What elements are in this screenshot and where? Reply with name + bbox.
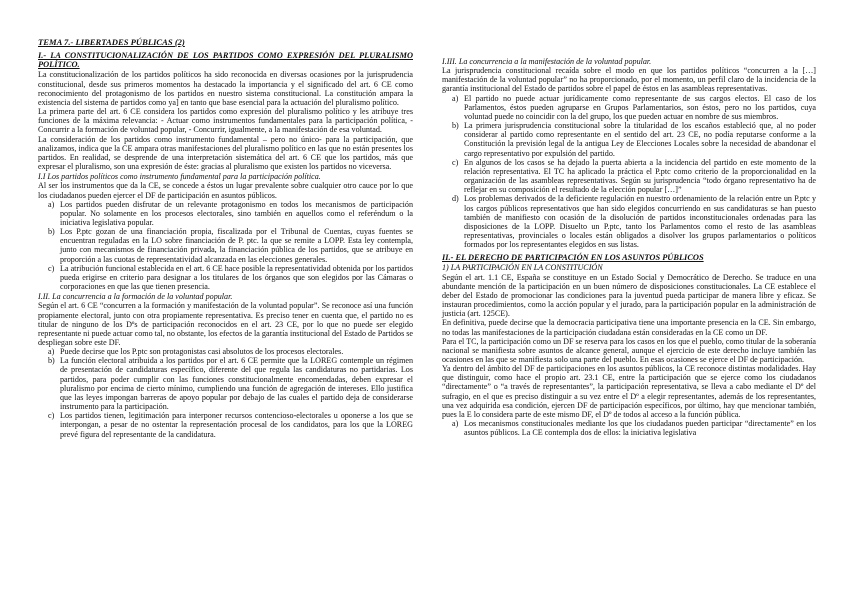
subsection-2-1-title: 1) LA PARTICIPACIÓN EN LA CONSTITUCIÓN [442,263,603,273]
list-item [442,194,816,249]
list-item-text: Los partidos tienen, legitimación para interponer recursos contencioso-electorales u oponerse a los que se interpongan, a pesar de no ostentar la representación procesal de los candidatos, para los que la LOREG prevé figura del representante de la candidatura. [60,411,413,439]
section-2-title: II.- EL DERECHO DE PARTICIPACIÓN EN LOS ASUNTOS PÚBLICOS [442,253,704,263]
list-item-text: El partido no puede actuar jurídicamente como representante de sus cargos electos. El caso de los Parlamentos, éstos pueden agruparse en Grupos Parlamentarios, son éstos, pero no los partidos, cuya voluntad puede no coincidir con la del grupo, los que pueden actuar en nombre de sus miembros. [464,93,816,121]
list-item [442,121,816,158]
list-item [38,347,413,356]
list-item [442,94,816,121]
list-marker: b) [48,356,55,366]
list-item-text: Los mecanismos constitucionales mediante los que los ciudadanos pueden participar “directamente” en los asuntos públicos. La CE contempla dos de ellos: la iniciativa legislativa [464,419,816,438]
list-asambleas [442,94,816,250]
list-item [38,411,413,438]
list-marker: b) [48,227,55,237]
list-participacion-directa [442,419,816,437]
list-item-text: La función electoral atribuida a los partidos por el art. 6 CE permite que la LOREG contemple un régimen de presentación de candidaturas específico, diferente del que regula las candidaturas no partidarias. Los partidos, para poder cumplir con las funciones constitucionalmente encomendadas, deben expresar el pluralismo por encima de cierto mínimo, cumpliendo una función de agregación de intereses. Ello justifica que las leyes impongan barreras de apoyo popular por debajo de las cuales el partido deja de considerarse instrumento para la participación. [60,356,413,412]
document-title: TEMA 7.- LIBERTADES PÚBLICAS (2) [38,37,185,47]
section-1-title: I.- LA CONSTITUCIONALIZACIÓN DE LOS PARTIDOS COMO EXPRESIÓN DEL PLURALISMO POLÍTICO. [38,51,413,70]
list-item-text: Los P.ptc gozan de una financiación propia, fiscalizada por el Tribunal de Cuentas, cuyas fuentes se encuentran reguladas en la LO sobre financiación de P. ptc. la que se remite a LOPP. Esta ley contempla, junto con mecanismos de financiación privada, la financiación pública de los partidos, que se atribuye en proporción a las cuotas de representatividad alcanzada en las elecciones generales. [60,227,413,264]
left-column [38,0,413,439]
list-item [38,356,413,411]
list-item-text: La primera jurisprudencia constitucional sobre la titularidad de los escaños estableció que, al no poder considerar al partido como representante en el sentido del art. 23 CE, no podía reputarse conforme a la Constitución la previsión legal de la antigua Ley de Elecciones Locales sobre la necesidad de abandonar el cargo representativo por expulsión del partido. [464,121,816,158]
list-marker: c) [452,157,459,167]
list-item [38,264,413,291]
list-marker: a) [48,347,55,357]
subsection-1-1-title: I.I Los partidos políticos como instrumento fundamental para la participación política. [38,172,321,182]
list-marker: c) [48,263,55,273]
list-marker: d) [452,194,459,204]
paragraph: La consideración de los partidos como instrumento fundamental – pero no único- para la participación, que analizamos, indica que la CE ampara otras manifestaciones del pluralismo político en las que no están presentes los partidos. En realidad, se desprende de una interpretación sistemática del art. 6 CE que los partidos, más que expresar el pluralismo, son una expresión de éste: gracias al pluralismo que existen los partidos no viceversa. [38,134,413,172]
list-marker: a) [48,199,55,209]
list-item-text: En algunos de los casos se ha dejado la puerta abierta a la incidencia del partido en este momento de la relación representativa. El TC ha aplicado la práctica el P.ptc como criterio de la proporcionalidad en la organización de las asambleas representativas. Según su jurisprudencia “todo órgano representativo ha de reflejar en su composición el resultado de la elección popular […]” [464,157,816,195]
subsection-1-3-title: I.III. La concurrencia a la manifestación de la voluntad popular. [442,57,652,66]
list-item [38,200,413,227]
list-item-text: La atribución funcional establecida en el art. 6 CE hace posible la representatividad obtenida por los partidos pueda erigirse en criterio para designar a los titulares de los órganos que son elegidos por las Cámaras o corporaciones en que las que tienen presencia. [60,263,413,292]
list-marker: b) [452,121,459,131]
list-item [38,227,413,264]
list-item-text: Los problemas derivados de la deficiente regulación en nuestro ordenamiento de la relación entre un P.ptc y los cargos públicos representativos que han sido elegidos concurriendo en sus candidaturas se han puesto también de manifiesto con ocasión de la disolución de partidos inconstitucionales ordenadas para las disposiciones de la LOPP. Disuelto un P.ptc, tanto los Parlamentos como el resto de las asambleas representativas, provinciales o locales están obligados a disolver los grupos parlamentarios o políticos formados por los representantes elegidos en sus listas. [464,194,816,250]
list-marker: a) [452,93,459,103]
right-column [442,0,816,437]
list-electoral [38,347,413,439]
subsection-1-2-title: I.II. La concurrencia a la formación de la voluntad popular. [38,292,233,302]
paragraph: La constitucionalización de los partidos políticos ha sido reconocida en diversas ocasiones por la jurisprudencia constitucional, desde sus primeros momentos ha destacado la importancia y el significado del art. 6 CE como reconocimiento del protagonismo de los partidos en nuestro sistema constitucional. La constitución ampara la existencia del sistema de partidos como ya] en tanto que base esencial para la actuación del pluralismo político. [38,70,413,107]
list-marker: c) [48,411,55,421]
paragraph: Según el art. 1.1 CE, España se constituye en un Estado Social y Democrático de Derecho. Se traduce en una abundante mención de la participación en un buen número de disposiciones constitucionales. La CE establece el deber del Estado de promocionar las condiciones para la juventud pueda participar de manera libre y eficaz. Se instauran procedimientos, como la acción popular y el jurado, para la participación popular en la administración de justicia (art. 125CE). [442,272,816,319]
paragraph: Para el TC, la participación como un DF se reserva para los casos en los que el pueblo, como titular de la soberanía nacional se manifiesta sobre asuntos de alcance general, aunque el ejercicio de este derecho incluye también las ocasiones en las que se manifiesta solo una parte del pueblo. En esas ocasiones se ejerce el DF de participación. [442,336,816,364]
list-item [442,419,816,437]
list-item-text: Los partidos pueden disfrutar de un relevante protagonismo en todos los mecanismos de participación popular. No solamente en los procesos electorales, sino también en aquellos como el referéndum o la iniciativa legislativa popular. [60,199,413,227]
paragraph: En definitiva, puede decirse que la democracia participativa tiene una importante presencia en la CE. Sin embargo, no todas las manifestaciones de la participación ciudadana están consideradas en la CE como un DF. [442,318,816,337]
paragraph: Ya dentro del ámbito del DF de participaciones en los asuntos públicos, la CE reconoce distintas modalidades. Hay que distinguir, como hace el propio art. 23.1 CE, entre la participación que se ejerce como los ciudadanos “directamente” o “a través de representantes”, la participación representativa, se lleva a cabo mediante el Dº del sufragio, en el que es preciso distinguir a su vez entre el Dº a elegir representantes, además de los representantes, una vez adquirida esa condición, ejercen DF de participación específicos, por último, hay que mencionar también, pues la E lo considera parte de este mismo DF, el Dº de todos al acceso a la función pública. [442,364,816,419]
paragraph: La primera parte del art. 6 CE considera los partidos como expresión del pluralismo político y les atribuye tres funciones de la máxima relevancia: - Actuar como instrumentos fundamentales para la participación política, - Concurrir a la formación de voluntad popular, - Concurrir, igualmente, a la manifestación de esa voluntad. [38,107,413,135]
list-funciones [38,200,413,292]
list-item-text: Puede decirse que los P.ptc son protagonistas casi absolutos de los procesos electorales. [60,347,344,357]
list-marker: a) [452,419,459,429]
paragraph: La jurisprudencia constitucional recaída sobre el modo en que los partidos políticos “concurren a la […] manifestación de la voluntad popular” no ha proporcionado, por el momento, un perfil claro de la incidencia de la garantía institucional del Estado de partidos sobre el papel de éstos en las asambleas representativas. [442,66,816,94]
paragraph: Al ser los instrumentos que da la CE, se concede a éstos un lugar prevalente sobre cualquier otro cauce por lo que los ciudadanos pueden ejercer el DF de participación en asuntos públicos. [38,181,413,200]
list-item [442,158,816,195]
paragraph: Según el art. 6 CE “concurren a la formación y manifestación de la voluntad popular”. Se reconoce así una función propiamente electoral, junto con otra propiamente representativa. Es preciso tener en cuenta que, el partido no es titular de ninguno de los Dºs de participación reconocidos en el art. 23 CE, por lo que no puede ser elegido representante ni puede actuar como tal, no obstante, los efectos de la garantía institucional del Estado de Partidos se despliegan sobre este DF. [38,301,413,347]
